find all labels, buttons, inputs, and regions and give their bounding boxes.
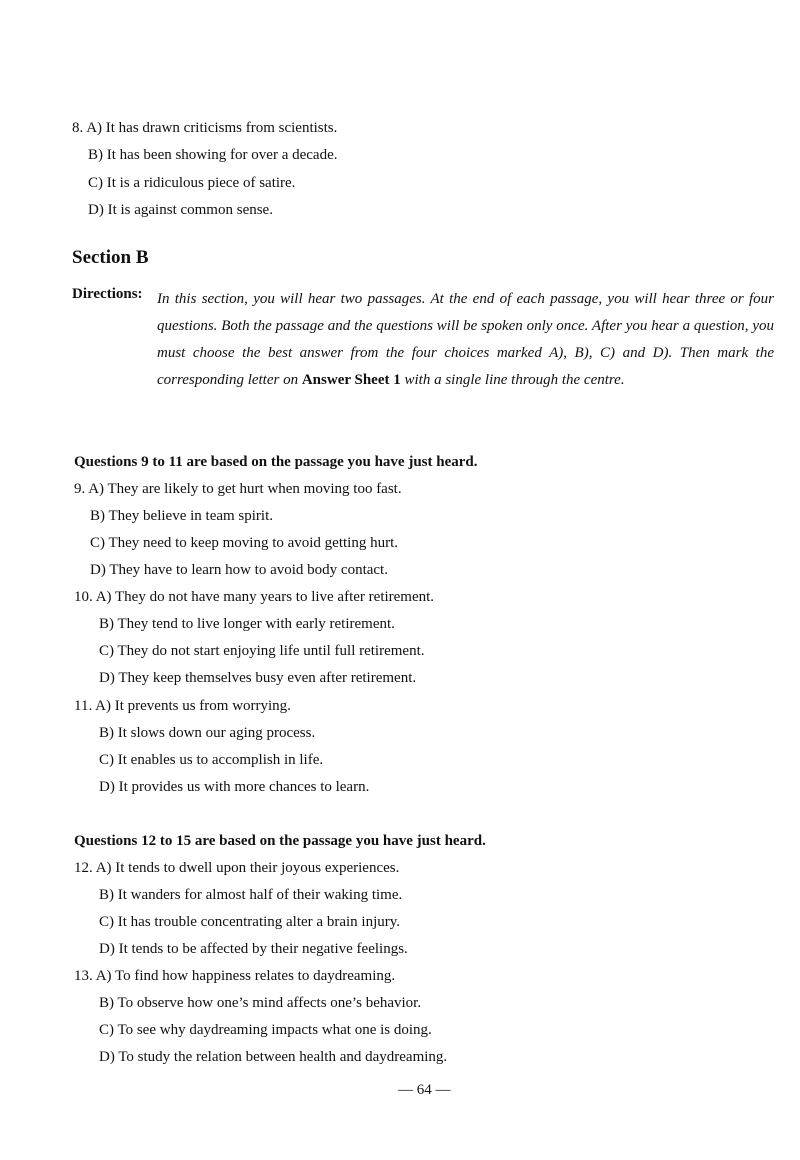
q11-option-a [74,696,291,716]
option-letter: D) [88,202,104,218]
q10-number: 10. [74,589,93,605]
option-letter: B) [88,147,103,163]
option-text: It slows down our aging process. [117,725,316,741]
option-letter: D) [99,779,115,795]
option-text: They need to keep moving to avoid getting hurt. [108,535,399,551]
q13-number: 13. [74,968,93,984]
option-letter: C) [90,535,105,551]
q9-number: 9. [74,481,86,497]
option-letter: A) [95,968,112,984]
q12-option-d [99,939,408,959]
option-letter: C) [99,914,114,930]
group-heading-9-11: Questions 9 to 11 are based on the passage you have just heard. [74,454,478,470]
q12-option-b [99,885,402,905]
option-text: They keep themselves busy even after retirement. [118,670,417,686]
option-text: They tend to live longer with early retirement. [117,616,395,632]
option-text: They believe in team spirit. [108,508,274,524]
q8-option-c [88,173,295,193]
option-letter: D) [99,1049,115,1065]
option-text: It tends to dwell upon their joyous experiences. [115,860,400,876]
option-text: They do not start enjoying life until full retirement. [117,643,425,659]
option-letter: A) [88,481,105,497]
option-letter: A) [95,860,112,876]
option-text: It is against common sense. [107,202,273,218]
option-text: To find how happiness relates to daydreaming. [115,968,396,984]
q9-option-c [90,533,398,553]
option-text: It has been showing for over a decade. [106,147,338,163]
option-letter: C) [99,752,114,768]
q11-option-d [99,777,369,797]
option-letter: D) [99,670,115,686]
option-text: To study the relation between health and daydreaming. [118,1049,448,1065]
option-text: It prevents us from worrying. [114,698,291,714]
q8-option-a [72,118,337,138]
option-text: It is a ridiculous piece of satire. [106,175,296,191]
q13-option-b [99,993,421,1013]
q9-option-b [90,506,273,526]
directions-text [157,286,774,394]
q10-option-d [99,668,416,688]
option-letter: D) [90,562,106,578]
option-letter: A) [86,120,103,136]
q11-number: 11. [74,698,93,714]
q10-option-c [99,641,425,661]
option-text: To see why daydreaming impacts what one is doing. [117,1022,432,1038]
q10-option-a [74,587,434,607]
group-heading-12-15: Questions 12 to 15 are based on the passage you have just heard. [74,833,486,849]
q13-option-c [99,1020,432,1040]
section-title: Section B [72,247,149,268]
option-letter: B) [90,508,105,524]
option-text: It provides us with more chances to learn. [118,779,370,795]
option-text: They do not have many years to live after retirement. [115,589,435,605]
q12-option-c [99,912,400,932]
q11-option-b [99,723,315,743]
option-text: It has drawn criticisms from scientists. [105,120,338,136]
q8-option-d [88,200,273,220]
directions-text-part1: In this section, you will hear two passages. At the end of each passage, you will hear three or four questions. Both the passage and the questions will be spoken only once. After you hear a question, you must choose the best answer from the four choices marked A), B), C) and D). Then mark the corresponding letter on [157,291,774,388]
q9-option-d [90,560,388,580]
answer-sheet-label: Answer Sheet 1 [301,372,401,388]
option-text: It wanders for almost half of their waking time. [117,887,403,903]
q10-option-b [99,614,395,634]
page-number: — 64 — [398,1082,451,1098]
option-letter: B) [99,725,114,741]
option-text: It tends to be affected by their negative feelings. [118,941,408,957]
q12-option-a [74,858,399,878]
option-letter: A) [95,589,112,605]
option-text: It enables us to accomplish in life. [117,752,324,768]
option-text: They are likely to get hurt when moving too fast. [107,481,402,497]
option-letter: C) [99,1022,114,1038]
q11-option-c [99,750,323,770]
option-text: To observe how one’s mind affects one’s behavior. [117,995,422,1011]
option-letter: C) [99,643,114,659]
q13-option-d [99,1047,447,1067]
q8-number: 8. [72,120,84,136]
option-letter: B) [99,995,114,1011]
option-letter: A) [95,698,111,714]
q12-number: 12. [74,860,93,876]
option-letter: B) [99,616,114,632]
option-letter: B) [99,887,114,903]
q13-option-a [74,966,395,986]
q9-option-a [74,479,402,499]
directions-label: Directions: [72,286,143,302]
option-letter: C) [88,175,103,191]
directions-text-part2: with a single line through the centre. [400,372,625,388]
option-text: They have to learn how to avoid body contact. [109,562,388,578]
option-text: It has trouble concentrating alter a brain injury. [117,914,401,930]
option-letter: D) [99,941,115,957]
q8-option-b [88,145,338,165]
